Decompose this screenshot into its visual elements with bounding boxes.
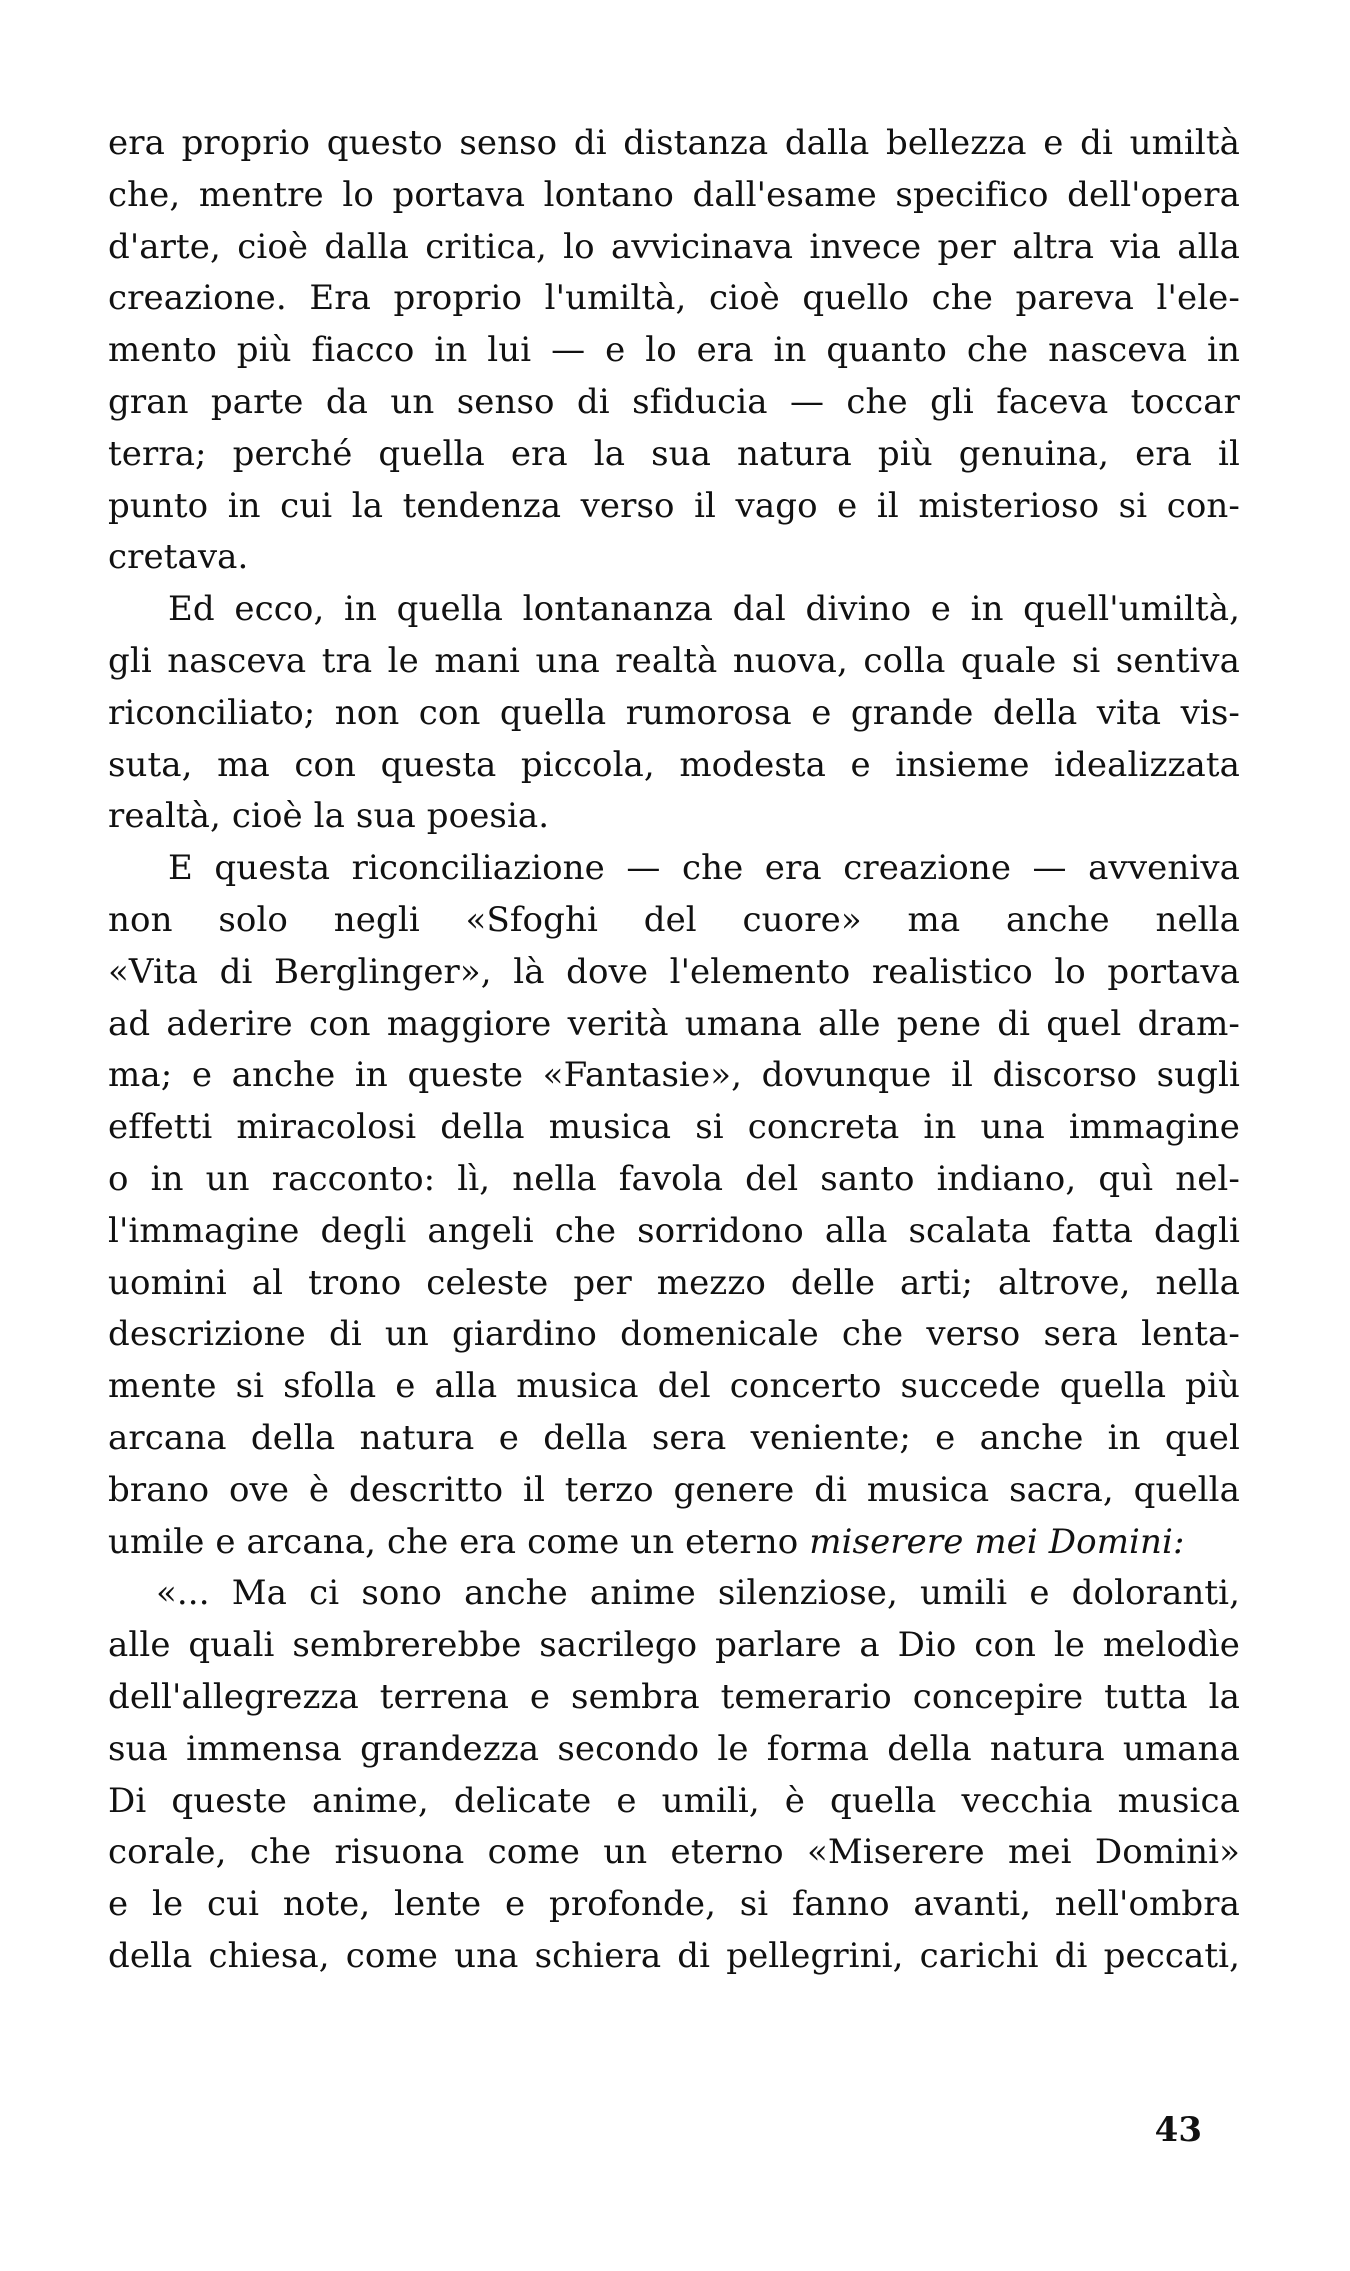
text-line: o in un racconto: lì, nella favola del santo indiano, quì nel- <box>108 1158 1240 1199</box>
text-line: suta, ma con questa piccola, modesta e insieme idealizzata <box>108 744 1240 785</box>
text-line: d'arte, cioè dalla critica, lo avvicinava invece per altra via alla <box>108 226 1240 267</box>
text-line: arcana della natura e della sera veniente; e anche in quel <box>108 1417 1240 1458</box>
text-line: ma; e anche in queste «Fantasie», dovunque il discorso sugli <box>108 1055 1240 1096</box>
paragraph-2 <box>108 584 1240 843</box>
text-line: Ed ecco, in quella lontananza dal divino e in quell'umiltà, <box>168 589 1240 630</box>
text-line: «... Ma ci sono anche anime silenziose, umili e doloranti, <box>156 1573 1240 1614</box>
text-line: mente si sfolla e alla musica del concerto succede quella più <box>108 1366 1240 1407</box>
page-number: 43 <box>1154 2110 1202 2150</box>
text-line: alle quali sembrerebbe sacrilego parlare a Dio con le melodìe <box>108 1625 1240 1666</box>
text-line: mento più fiacco in lui — e lo era in quanto che nasceva in <box>108 330 1240 371</box>
text-line: descrizione di un giardino domenicale che verso sera lenta- <box>108 1314 1240 1355</box>
text-line: corale, che risuona come un eterno «Miserere mei Domini» <box>108 1832 1240 1873</box>
paragraph-3 <box>108 843 1240 1568</box>
text-line: e le cui note, lente e profonde, si fanno avanti, nell'ombra <box>108 1884 1240 1925</box>
text-line <box>108 1517 1240 1569</box>
text-line: «Vita di Berglinger», là dove l'elemento realistico lo portava <box>108 951 1240 992</box>
text-line: terra; perché quella era la sua natura più genuina, era il <box>108 433 1240 474</box>
page-body <box>108 118 1240 2198</box>
text-line: dell'allegrezza terrena e sembra temerario concepire tutta la <box>108 1676 1240 1717</box>
paragraph-4-quote <box>108 1568 1240 1982</box>
text-line: che, mentre lo portava lontano dall'esame specifico dell'opera <box>108 174 1240 215</box>
text-line-part: umile e arcana, che era come un eterno <box>108 1521 810 1562</box>
text-line: non solo negli «Sfoghi del cuore» ma anche nella <box>108 899 1240 940</box>
text-line: ad aderire con maggiore verità umana alle pene di quel dram- <box>108 1003 1240 1044</box>
text-line: sua immensa grandezza secondo le forma della natura umana <box>108 1728 1240 1769</box>
text-line: l'immagine degli angeli che sorridono alla scalata fatta dagli <box>108 1210 1240 1251</box>
text-line: gran parte da un senso di sfiducia — che gli faceva toccar <box>108 381 1240 422</box>
text-line: realtà, cioè la sua poesia. <box>108 796 550 837</box>
text-line: uomini al trono celeste per mezzo delle arti; altrove, nella <box>108 1262 1240 1303</box>
text-line: effetti miracolosi della musica si concreta in una immagine <box>108 1107 1240 1148</box>
text-line: della chiesa, come una schiera di pellegrini, carichi di peccati, <box>108 1935 1240 1976</box>
text-line: creazione. Era proprio l'umiltà, cioè quello che pareva l'ele- <box>108 278 1240 319</box>
text-line: punto in cui la tendenza verso il vago e il misterioso si con- <box>108 485 1240 526</box>
text-line: era proprio questo senso di distanza dalla bellezza e di umiltà <box>108 123 1240 163</box>
text-line: E questa riconciliazione — che era creazione — avveniva <box>168 848 1240 889</box>
text-line: brano ove è descritto il terzo genere di musica sacra, quella <box>108 1469 1240 1510</box>
text-line: riconciliato; non con quella rumorosa e grande della vita vis- <box>108 692 1240 733</box>
text-line: cretava. <box>108 537 249 578</box>
paragraph-1 <box>108 118 1240 584</box>
italic-phrase: miserere mei Domini: <box>809 1521 1185 1562</box>
text-line: Di queste anime, delicate e umili, è quella vecchia musica <box>108 1780 1240 1821</box>
text-line: gli nasceva tra le mani una realtà nuova, colla quale si sentiva <box>108 640 1240 681</box>
